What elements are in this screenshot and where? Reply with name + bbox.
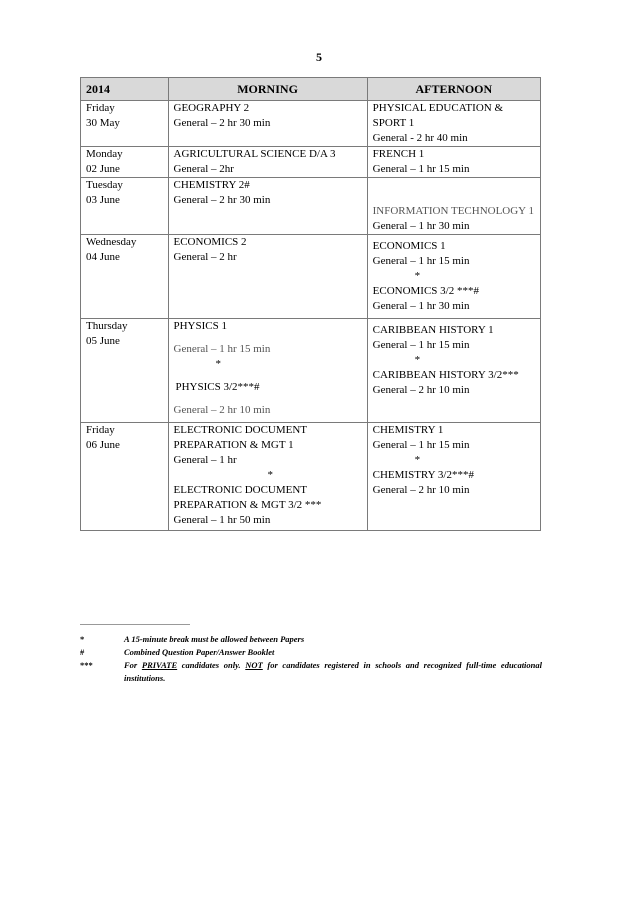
exam-subject: PHYSICS 3/2***# [175, 381, 260, 393]
exam-subject: ELECTRONIC DOCUMENT [173, 484, 308, 496]
table-row [81, 423, 541, 531]
date-value: 06 June [86, 439, 120, 451]
day-name: Wednesday [86, 236, 137, 248]
date-cell [81, 178, 169, 235]
exam-subject: CHEMISTRY 3/2***# [372, 469, 474, 481]
exam-subject-cont: PREPARATION & MGT 3/2 *** [173, 499, 322, 511]
exam-duration: General – 2 hr 10 min [173, 404, 271, 416]
break-asterisk: * [267, 469, 273, 481]
exam-subject: PHYSICAL EDUCATION & [372, 102, 504, 114]
footnote [80, 659, 542, 685]
afternoon-cell [367, 147, 540, 178]
page-number: 5 [316, 50, 322, 64]
exam-duration: General – 1 hr 15 min [372, 339, 470, 351]
exam-duration: General – 1 hr [173, 454, 237, 466]
exam-subject: ECONOMICS 1 [372, 240, 446, 252]
exam-duration: General – 1 hr 30 min [372, 300, 470, 312]
morning-cell [168, 147, 367, 178]
footnote-mark: * [80, 634, 85, 644]
date-value: 03 June [86, 194, 120, 206]
exam-subject-cont: SPORT 1 [372, 117, 415, 129]
exam-subject: GEOGRAPHY 2 [173, 102, 250, 114]
exam-duration: General – 1 hr 15 min [372, 255, 470, 267]
footnote-text: Combined Question Paper/Answer Booklet [124, 647, 275, 657]
private-emphasis: PRIVATE [141, 660, 178, 670]
header-year: 2014 [81, 78, 169, 101]
date-cell [81, 101, 169, 147]
break-asterisk: * [414, 354, 421, 366]
table-row [81, 319, 541, 423]
date-cell [81, 319, 169, 423]
morning-cell [168, 423, 367, 531]
exam-duration: General – 1 hr 15 min [173, 343, 271, 355]
exam-subject: CARIBBEAN HISTORY 1 [372, 324, 494, 336]
exam-schedule-table [80, 77, 541, 531]
footnotes [80, 633, 542, 685]
exam-duration: General - 2 hr 40 min [372, 132, 468, 144]
exam-duration: General – 2hr [173, 163, 234, 175]
exam-subject: AGRICULTURAL SCIENCE D/A 3 [173, 148, 336, 160]
footnote [80, 633, 542, 646]
date-cell [81, 423, 169, 531]
day-name: Thursday [86, 320, 128, 332]
break-asterisk: * [414, 270, 421, 282]
exam-duration: General – 2 hr 10 min [372, 384, 470, 396]
break-asterisk: * [414, 454, 421, 466]
morning-cell [168, 319, 367, 423]
exam-subject: FRENCH 1 [372, 148, 425, 160]
exam-subject: CHEMISTRY 2# [173, 179, 250, 191]
date-cell [81, 235, 169, 319]
date-cell [81, 147, 169, 178]
date-value: 05 June [86, 335, 120, 347]
table-header-row [81, 78, 541, 101]
afternoon-cell [367, 423, 540, 531]
table-row [81, 178, 541, 235]
day-name: Friday [86, 424, 115, 436]
table-row [81, 101, 541, 147]
footnote-text: For PRIVATE candidates only. NOT for candidates registered in schools and recognized full-time educational institutions. [124, 660, 543, 683]
exam-duration: General – 1 hr 15 min [372, 163, 470, 175]
exam-duration: General – 2 hr 10 min [372, 484, 470, 496]
exam-duration: General – 2 hr 30 min [173, 117, 271, 129]
table-row [81, 235, 541, 319]
day-name: Monday [86, 148, 123, 160]
date-value: 30 May [86, 117, 120, 129]
footnote-separator [80, 624, 190, 625]
not-emphasis: NOT [245, 660, 263, 670]
day-name: Tuesday [86, 179, 123, 191]
date-value: 04 June [86, 251, 120, 263]
exam-duration: General – 2 hr [173, 251, 237, 263]
table-row [81, 147, 541, 178]
footnote [80, 646, 542, 659]
exam-subject: CARIBBEAN HISTORY 3/2*** [372, 369, 519, 381]
date-value: 02 June [86, 163, 120, 175]
afternoon-cell [367, 235, 540, 319]
exam-subject: INFORMATION TECHNOLOGY 1 [372, 205, 534, 217]
footnote-mark: *** [80, 660, 93, 670]
exam-subject: ELECTRONIC DOCUMENT [173, 424, 308, 436]
footnote-mark: # [80, 647, 85, 657]
exam-duration: General – 1 hr 30 min [372, 220, 470, 232]
exam-subject: ECONOMICS 2 [173, 236, 247, 248]
exam-subject: CHEMISTRY 1 [372, 424, 444, 436]
afternoon-cell [367, 101, 540, 147]
exam-duration: General – 1 hr 15 min [372, 439, 470, 451]
day-name: Friday [86, 102, 115, 114]
break-asterisk: * [215, 358, 221, 370]
afternoon-cell [367, 178, 540, 235]
exam-duration: General – 1 hr 50 min [173, 514, 271, 526]
header-afternoon: AFTERNOON [367, 78, 540, 101]
exam-subject-cont: PREPARATION & MGT 1 [173, 439, 294, 451]
morning-cell [168, 101, 367, 147]
exam-subject: PHYSICS 1 [173, 320, 227, 332]
exam-subject: ECONOMICS 3/2 ***# [372, 285, 479, 297]
header-morning: MORNING [168, 78, 367, 101]
afternoon-cell [367, 319, 540, 423]
morning-cell [168, 235, 367, 319]
morning-cell [168, 178, 367, 235]
exam-duration: General – 2 hr 30 min [173, 194, 271, 206]
footnote-text: A 15-minute break must be allowed between Papers [124, 634, 305, 644]
